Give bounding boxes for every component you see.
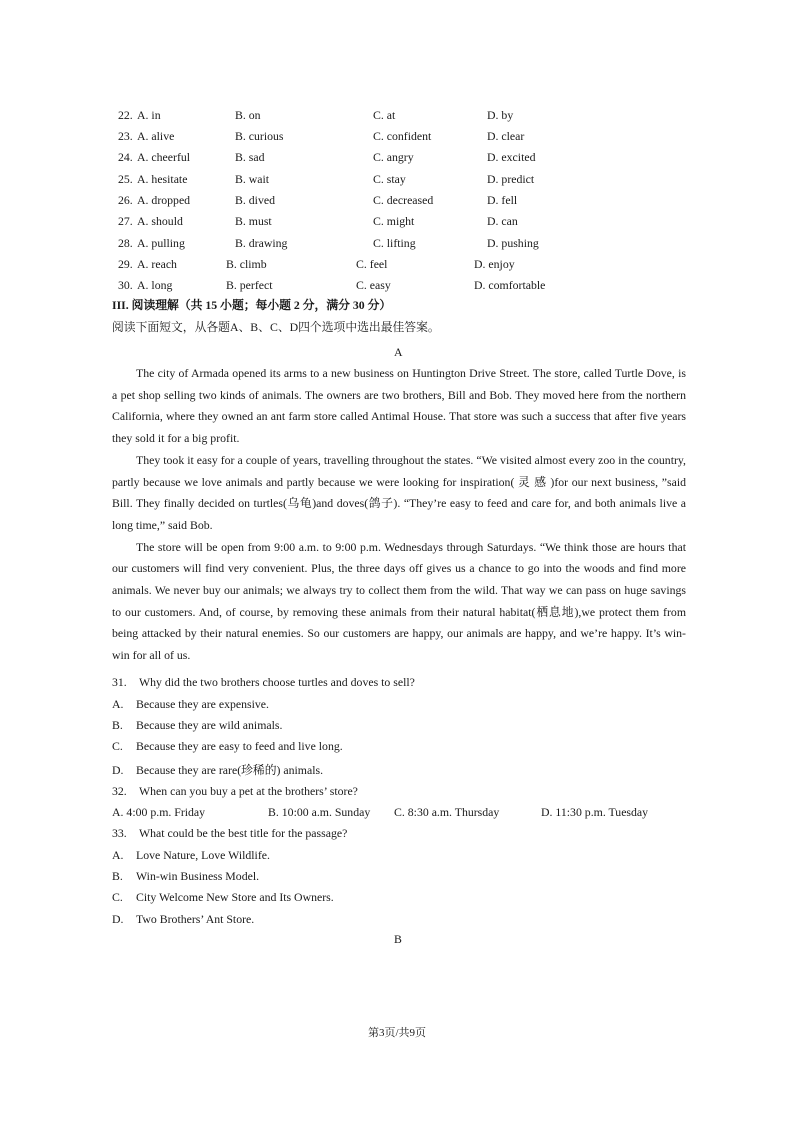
section-instruction: 阅读下面短文，从各题A、B、C、D四个选项中选出最佳答案。	[112, 320, 440, 334]
question-33	[112, 826, 347, 841]
question-number: 32.	[112, 784, 127, 798]
q33-option-c	[112, 890, 334, 905]
q31-option-c	[112, 739, 343, 754]
question-stem: Why did the two brothers choose turtles and doves to sell?	[139, 675, 415, 689]
option-b: B. dived	[235, 193, 275, 207]
option-row-26	[0, 193, 794, 207]
option-row-25	[0, 172, 794, 186]
option-letter: B.	[112, 718, 123, 732]
option-d: D. enjoy	[474, 257, 515, 271]
option-letter: D.	[112, 763, 124, 777]
question-stem: When can you buy a pet at the brothers’ store?	[139, 784, 358, 798]
option-d: D. predict	[487, 172, 535, 186]
option-row-29	[0, 257, 794, 271]
option-text: Because they are expensive.	[136, 697, 269, 711]
option-d: D. pushing	[487, 236, 539, 250]
option-a: A. dropped	[137, 193, 191, 207]
option-c: C. confident	[373, 129, 432, 143]
option-text: Because they are rare(珍稀的) animals.	[136, 763, 324, 777]
option-c: C. angry	[373, 150, 414, 164]
option-b: B. sad	[235, 150, 265, 164]
option-a: A. alive	[137, 129, 175, 143]
option-number: 26.	[118, 193, 133, 207]
option-letter: A.	[112, 848, 124, 862]
q33-option-a	[112, 848, 270, 863]
section-heading: III. 阅读理解（共 15 小题；每小题 2 分，满分 30 分）	[112, 298, 392, 312]
option-number: 23.	[118, 129, 133, 143]
q33-option-b	[112, 869, 259, 884]
q32-option-b: B. 10:00 a.m. Sunday	[268, 805, 371, 819]
question-number: 31.	[112, 675, 127, 689]
option-d: D. can	[487, 214, 518, 228]
option-d: D. by	[487, 108, 514, 122]
q31-option-d	[112, 761, 323, 778]
option-text: City Welcome New Store and Its Owners.	[136, 890, 334, 904]
option-b: B. wait	[235, 172, 270, 186]
question-number: 33.	[112, 826, 127, 840]
option-c: C. stay	[373, 172, 406, 186]
option-d: D. excited	[487, 150, 536, 164]
q31-option-a	[112, 697, 269, 712]
page-footer: 第3页/共9页	[368, 1027, 427, 1039]
option-b: B. on	[235, 108, 261, 122]
q31-option-b	[112, 718, 282, 733]
question-31	[112, 675, 415, 690]
option-b: B. climb	[226, 257, 267, 271]
option-a: A. hesitate	[137, 172, 188, 186]
option-number: 24.	[118, 150, 133, 164]
option-number: 27.	[118, 214, 133, 228]
option-letter: A.	[112, 697, 124, 711]
option-row-24	[0, 150, 794, 164]
question-32	[112, 784, 358, 799]
option-letter: C.	[112, 739, 123, 753]
option-b: B. must	[235, 214, 272, 228]
passage-b-label: B	[394, 932, 402, 946]
option-b: B. drawing	[235, 236, 288, 250]
option-c: C. at	[373, 108, 396, 122]
option-row-28	[0, 236, 794, 250]
q33-option-d	[112, 912, 254, 927]
passage-paragraph: The city of Armada opened its arms to a new business on Huntington Drive Street. The store, called Turtle Dove, is a pet shop selling two kinds of animals. The owners are two brothers, Bill and Bob. They moved here from the northern California, where they owned an ant farm store called Antimal House. That store was such a success that after five years they sold it for a big profit.	[112, 366, 686, 446]
passage-a	[112, 363, 686, 667]
option-c: C. might	[373, 214, 415, 228]
option-b: B. curious	[235, 129, 284, 143]
option-number: 29.	[118, 257, 133, 271]
passage-paragraph: The store will be open from 9:00 a.m. to 9:00 p.m. Wednesdays through Saturdays. “We think those are hours that our customers will find very convenient. Plus, the three days off gives us a chance to go into the woods and find more animals. We never buy our animals; we always try to collect them from the wild. That way we can pass on huge savings to our customers. And, of course, by removing these animals from their natural habitat(栖息地),we protect them from being attacked by their natural enemies. So our customers are happy, our animals are happy, and we’re happy. It’s win-win for all of us.	[112, 539, 686, 663]
option-number: 22.	[118, 108, 133, 122]
option-number: 30.	[118, 278, 133, 292]
option-text: Because they are wild animals.	[136, 718, 283, 732]
option-number: 28.	[118, 236, 133, 250]
passage-paragraph: They took it easy for a couple of years, travelling throughout the states. “We visited almost every zoo in the country, partly because we love animals and partly because we were looking for inspiration( 灵 感 )for our next business, ”said Bill. They finally decided on turtles(乌龟)and doves(鸽子). “They’re easy to feed and care for, and both animals live a long time,” said Bob.	[112, 452, 686, 532]
option-text: Because they are easy to feed and live long.	[136, 739, 343, 753]
passage-a-label: A	[394, 345, 403, 359]
option-c: C. decreased	[373, 193, 434, 207]
option-a: A. long	[137, 278, 173, 292]
option-a: A. reach	[137, 257, 177, 271]
option-text: Love Nature, Love Wildlife.	[136, 848, 270, 862]
option-d: D. clear	[487, 129, 525, 143]
q32-option-c: C. 8:30 a.m. Thursday	[394, 805, 500, 819]
q32-option-d: D. 11:30 p.m. Tuesday	[541, 805, 649, 819]
option-letter: C.	[112, 890, 123, 904]
option-row-27	[0, 214, 794, 228]
option-a: A. cheerful	[137, 150, 191, 164]
option-d: D. fell	[487, 193, 518, 207]
option-row-30	[0, 278, 794, 292]
option-number: 25.	[118, 172, 133, 186]
option-d: D. comfortable	[474, 278, 546, 292]
option-row-23	[0, 129, 794, 143]
option-text: Win-win Business Model.	[136, 869, 260, 883]
option-a: A. pulling	[137, 236, 185, 250]
option-c: C. feel	[356, 257, 388, 271]
option-text: Two Brothers’ Ant Store.	[136, 912, 255, 926]
option-a: A. in	[137, 108, 161, 122]
option-row-22	[0, 108, 794, 122]
option-c: C. lifting	[373, 236, 416, 250]
option-a: A. should	[137, 214, 183, 228]
option-letter: B.	[112, 869, 123, 883]
option-b: B. perfect	[226, 278, 273, 292]
q32-option-a: A. 4:00 p.m. Friday	[112, 805, 206, 819]
option-c: C. easy	[356, 278, 391, 292]
question-stem: What could be the best title for the passage?	[139, 826, 348, 840]
option-letter: D.	[112, 912, 124, 926]
